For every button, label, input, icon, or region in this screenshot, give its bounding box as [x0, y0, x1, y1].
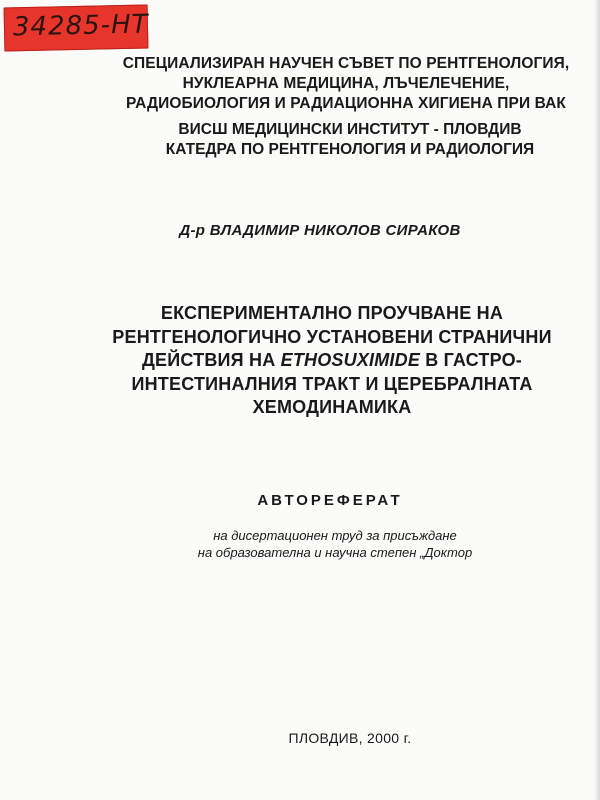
- degree-purpose: [70, 527, 600, 561]
- place-and-year: ПЛОВДИВ, 2000 г.: [288, 730, 412, 746]
- drug-name: ETHOSUXIMIDE: [280, 350, 421, 370]
- title-line-3: [68, 349, 596, 373]
- stamp-number: 34285-НТ: [12, 9, 149, 43]
- institute-line-2: КАТЕДРА ПО РЕНТГЕНОЛОГИЯ И РАДИОЛОГИЯ: [165, 141, 535, 158]
- institute-heading: [110, 120, 590, 160]
- title-line-2: РЕНТГЕНОЛОГИЧНО УСТАНОВЕНИ СТРАНИЧНИ: [112, 326, 552, 347]
- council-line-3: РАДИОБИОЛОГИЯ И РАДИАЦИОННА ХИГИЕНА ПРИ ВАК: [126, 95, 566, 112]
- registration-stamp: [4, 4, 149, 51]
- institute-line-1: ВИСШ МЕДИЦИНСКИ ИНСТИТУТ - ПЛОВДИВ: [178, 121, 522, 138]
- dissertation-title: [68, 302, 596, 420]
- council-line-2: НУКЛЕАРНА МЕДИЦИНА, ЛЪЧЕЛЕЧЕНИЕ,: [182, 75, 510, 92]
- purpose-line-1: на дисертационен труд за присъждане: [213, 528, 457, 543]
- title-line-5: ХЕМОДИНАМИКА: [252, 397, 412, 417]
- council-line-1: СПЕЦИАЛИЗИРАН НАУЧЕН СЪВЕТ ПО РЕНТГЕНОЛОГИЯ,: [122, 55, 570, 72]
- title-line-3-start: ДЕЙСТВИЯ НА: [142, 350, 281, 370]
- purpose-line-2: на образователна и научна степен „Доктор: [197, 545, 473, 560]
- title-line-4: ИНТЕСТИНАЛНИЯ ТРАКТ И ЦЕРЕБРАЛНАТА: [131, 373, 533, 394]
- title-line-3-end: В ГАСТРО-: [420, 350, 522, 370]
- author-name: Д-р ВЛАДИМИР НИКОЛОВ СИРАКОВ: [179, 222, 461, 239]
- title-line-1: ЕКСПЕРИМЕНТАЛНО ПРОУЧВАНЕ НА: [160, 303, 504, 323]
- document-type: АВТОРЕФЕРАТ: [257, 492, 403, 509]
- scientific-council-heading: [96, 54, 596, 114]
